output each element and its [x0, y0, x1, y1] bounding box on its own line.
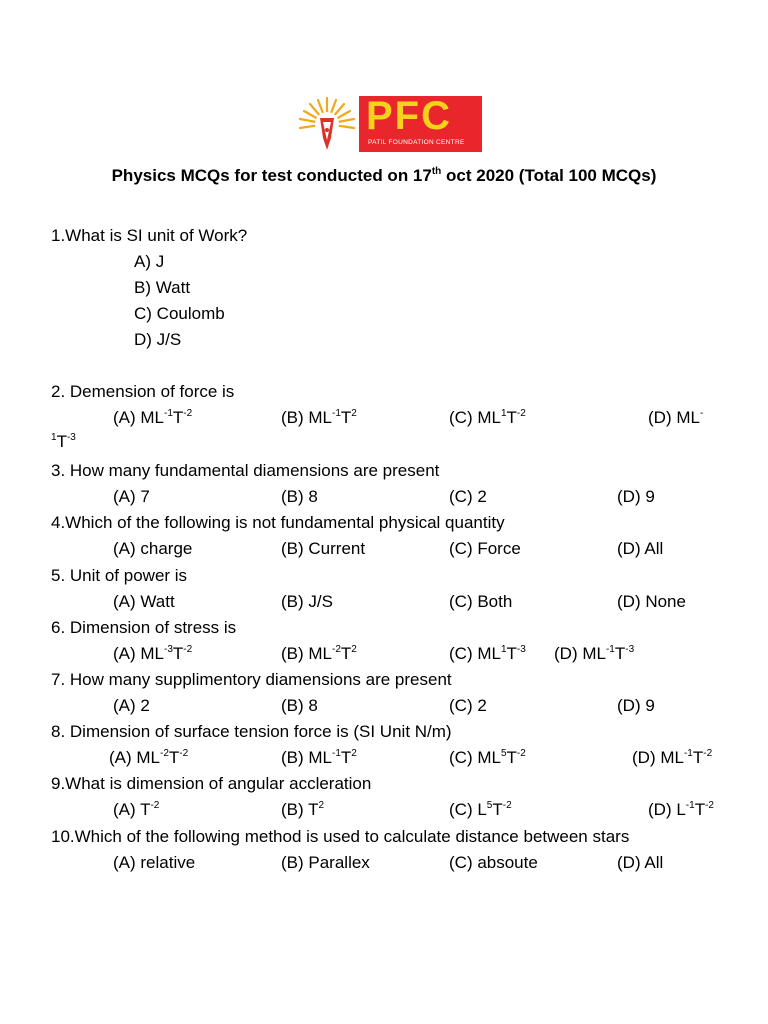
question-2: 2. Demension of force is	[51, 382, 235, 401]
q5-option-c: (C) Both	[449, 592, 513, 611]
q4-option-b: (B) Current	[281, 539, 366, 558]
q4-option-d: (D) All	[617, 539, 664, 558]
q6-option-b: (B) $ML^{-2}T^2$	[281, 644, 357, 663]
q5-option-b: (B) J/S	[281, 592, 333, 611]
q5-option-a: (A) Watt	[113, 592, 175, 611]
q5-option-d: (D) None	[617, 592, 686, 611]
question-4: 4.Which of the following is not fundamental physical quantity	[51, 513, 505, 532]
q2-option-d: (D) ML-	[648, 408, 704, 427]
logo-text: PFC	[366, 94, 452, 138]
q10-option-c: (C) absoute	[449, 853, 538, 872]
q6-option-c: (C) $ML^1T^{-3}$	[449, 644, 526, 663]
q4-option-a: (A) charge	[113, 539, 193, 558]
q2-option-c: (C) $ML^1T^{-2}$	[449, 408, 526, 427]
logo-subtitle: PATIL FOUNDATION CENTRE	[368, 139, 465, 146]
q8-option-a: (A) $ML^{-2}T^{-2}$	[109, 748, 189, 767]
q1-option-c: C) Coulomb	[134, 304, 225, 323]
q2-option-d-continued: $^1T^{-3}$	[51, 432, 76, 451]
q9-option-c: (C) $L^5T^{-2}$	[449, 800, 512, 819]
q8-option-b: (B) $ML^{-1}T^2$	[281, 748, 357, 767]
q3-option-d: (D) 9	[617, 487, 655, 506]
q1-option-b: B) Watt	[134, 278, 191, 297]
q7-option-b: (B) 8	[281, 696, 318, 715]
q8-option-d: (D) $ML^{-1}T^{-2}$	[632, 748, 713, 767]
q9-option-a: (A) $T^{-2}$	[113, 800, 160, 819]
q9-option-d: (D) $L^{-1}T^{-2}$	[648, 800, 714, 819]
question-1: 1.What is SI unit of Work?	[51, 226, 248, 245]
question-10: 10.Which of the following method is used to calculate distance between stars	[51, 827, 630, 846]
question-3: 3. How many fundamental diamensions are present	[51, 461, 440, 480]
question-9: 9.What is dimension of angular accleration	[51, 774, 372, 793]
q10-option-b: (B) Parallex	[281, 853, 370, 872]
question-7: 7. How many supplimentory diamensions are present	[51, 670, 452, 689]
question-8: 8. Dimension of surface tension force is (SI Unit N/m)	[51, 722, 452, 741]
q9-option-b: (B) $T^2$	[281, 800, 325, 819]
q10-option-a: (A) relative	[113, 853, 196, 872]
page-title: Physics MCQs for test conducted on 17th oct 2020 (Total 100 MCQs)	[111, 166, 657, 185]
q8-option-c: (C) $ML^5T^{-2}$	[449, 748, 526, 767]
q6-option-d: (D) $ML^{-1}T^{-3}$	[554, 644, 635, 663]
q2-option-a: (A) $ML^{-1}T^{-2}$	[113, 408, 193, 427]
q10-option-d: (D) All	[617, 853, 664, 872]
question-5: 5. Unit of power is	[51, 566, 188, 585]
q7-option-a: (A) 2	[113, 696, 150, 715]
question-6: 6. Dimension of stress is	[51, 618, 237, 637]
q1-option-a: A) J	[134, 252, 165, 271]
q7-option-c: (C) 2	[449, 696, 487, 715]
q1-option-d: D) J/S	[134, 330, 182, 349]
q4-option-c: (C) Force	[449, 539, 521, 558]
q3-option-b: (B) 8	[281, 487, 318, 506]
pfc-emblem-icon	[296, 94, 358, 156]
q3-option-c: (C) 2	[449, 487, 487, 506]
q6-option-a: (A) $ML^{-3}T^{-2}$	[113, 644, 193, 663]
q2-option-b: (B) $ML^{-1}T^2$	[281, 408, 357, 427]
q7-option-d: (D) 9	[617, 696, 655, 715]
q3-option-a: (A) 7	[113, 487, 150, 506]
